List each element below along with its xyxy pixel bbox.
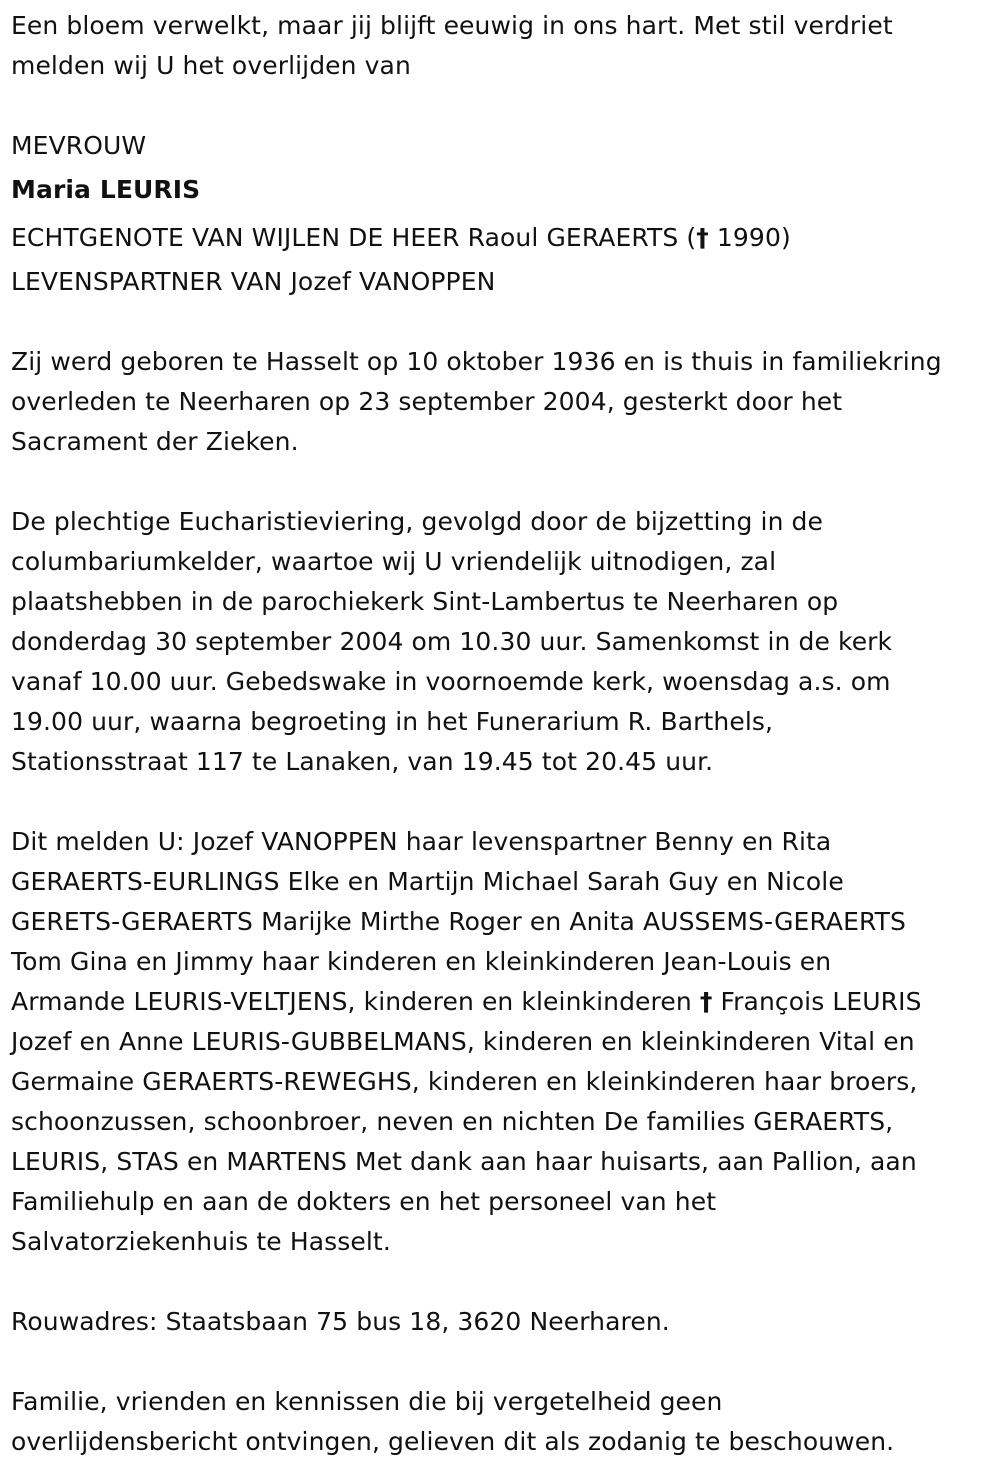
family-line (11, 982, 990, 1022)
opening-line: melden wij U het overlijden van (11, 51, 411, 80)
spacer (11, 1342, 990, 1382)
ceremony-line: De plechtige Eucharistieviering, gevolgd door de bijzetting in de (11, 507, 824, 536)
family-line: Salvatorziekenhuis te Hasselt. (11, 1227, 391, 1256)
closing-line: Familie, vrienden en kennissen die bij vergetelheid geen (11, 1387, 723, 1416)
family-line: schoonzussen, schoonbroer, neven en nichten De families GERAERTS, (11, 1107, 894, 1136)
deceased-section (11, 126, 990, 302)
deceased-name: Maria LEURIS (11, 175, 201, 204)
birth-death-line: Sacrament der Zieken. (11, 427, 299, 456)
family-line: GERAERTS-EURLINGS Elke en Martijn Michael Sarah Guy en Nicole (11, 867, 844, 896)
family-line: Germaine GERAERTS-REWEGHS, kinderen en kleinkinderen haar broers, (11, 1067, 918, 1096)
birth-death-section (11, 342, 990, 462)
opening-section (11, 6, 990, 86)
deceased-title: MEVROUW (11, 131, 147, 160)
family-line-prefix: Armande LEURIS-VELTJENS, kinderen en kleinkinderen (11, 987, 700, 1016)
cross-icon: † (696, 223, 709, 252)
family-line: Tom Gina en Jimmy haar kinderen en kleinkinderen Jean-Louis en (11, 947, 832, 976)
spacer (11, 86, 990, 126)
ceremony-line: columbariumkelder, waartoe wij U vriendelijk uitnodigen, zal (11, 547, 777, 576)
closing-section (11, 1382, 990, 1462)
ceremony-line: vanaf 10.00 uur. Gebedswake in voornoemde kerk, woensdag a.s. om (11, 667, 891, 696)
spacer (11, 1262, 990, 1302)
spouse-prefix: ECHTGENOTE VAN WIJLEN DE HEER Raoul GERAERTS ( (11, 223, 697, 252)
cross-icon: † (699, 987, 713, 1016)
family-line: Dit melden U: Jozef VANOPPEN haar levenspartner Benny en Rita (11, 827, 832, 856)
ceremony-line: Stationsstraat 117 te Lanaken, van 19.45 tot 20.45 uur. (11, 747, 714, 776)
address-section (11, 1302, 990, 1342)
spacer (11, 782, 990, 822)
family-line: GERETS-GERAERTS Marijke Mirthe Roger en Anita AUSSEMS-GERAERTS (11, 907, 906, 936)
closing-line: overlijdensbericht ontvingen, gelieven dit als zodanig te beschouwen. (11, 1427, 895, 1456)
spouse-suffix: 1990) (708, 223, 791, 252)
ceremony-line: donderdag 30 september 2004 om 10.30 uur. Samenkomst in de kerk (11, 627, 893, 656)
birth-death-line: overleden te Neerharen op 23 september 2004, gesterkt door het (11, 387, 843, 416)
family-line-suffix: François LEURIS (712, 987, 922, 1016)
ceremony-line: 19.00 uur, waarna begroeting in het Funerarium R. Barthels, (11, 707, 774, 736)
family-section (11, 822, 990, 1262)
birth-death-line: Zij werd geboren te Hasselt op 10 oktober 1936 en is thuis in familiekring (11, 347, 942, 376)
opening-line: Een bloem verwelkt, maar jij blijft eeuwig in ons hart. Met stil verdriet (11, 11, 893, 40)
spacer (11, 302, 990, 342)
ceremony-section (11, 502, 990, 782)
spacer (11, 462, 990, 502)
family-line: LEURIS, STAS en MARTENS Met dank aan haar huisarts, aan Pallion, aan (11, 1147, 917, 1176)
family-line: Familiehulp en aan de dokters en het personeel van het (11, 1187, 717, 1216)
partner-line: LEVENSPARTNER VAN Jozef VANOPPEN (11, 267, 496, 296)
spouse-line (11, 214, 990, 262)
family-line: Jozef en Anne LEURIS-GUBBELMANS, kinderen en kleinkinderen Vital en (11, 1027, 915, 1056)
mourning-address: Rouwadres: Staatsbaan 75 bus 18, 3620 Neerharen. (11, 1307, 670, 1336)
ceremony-line: plaatshebben in de parochiekerk Sint-Lambertus te Neerharen op (11, 587, 839, 616)
